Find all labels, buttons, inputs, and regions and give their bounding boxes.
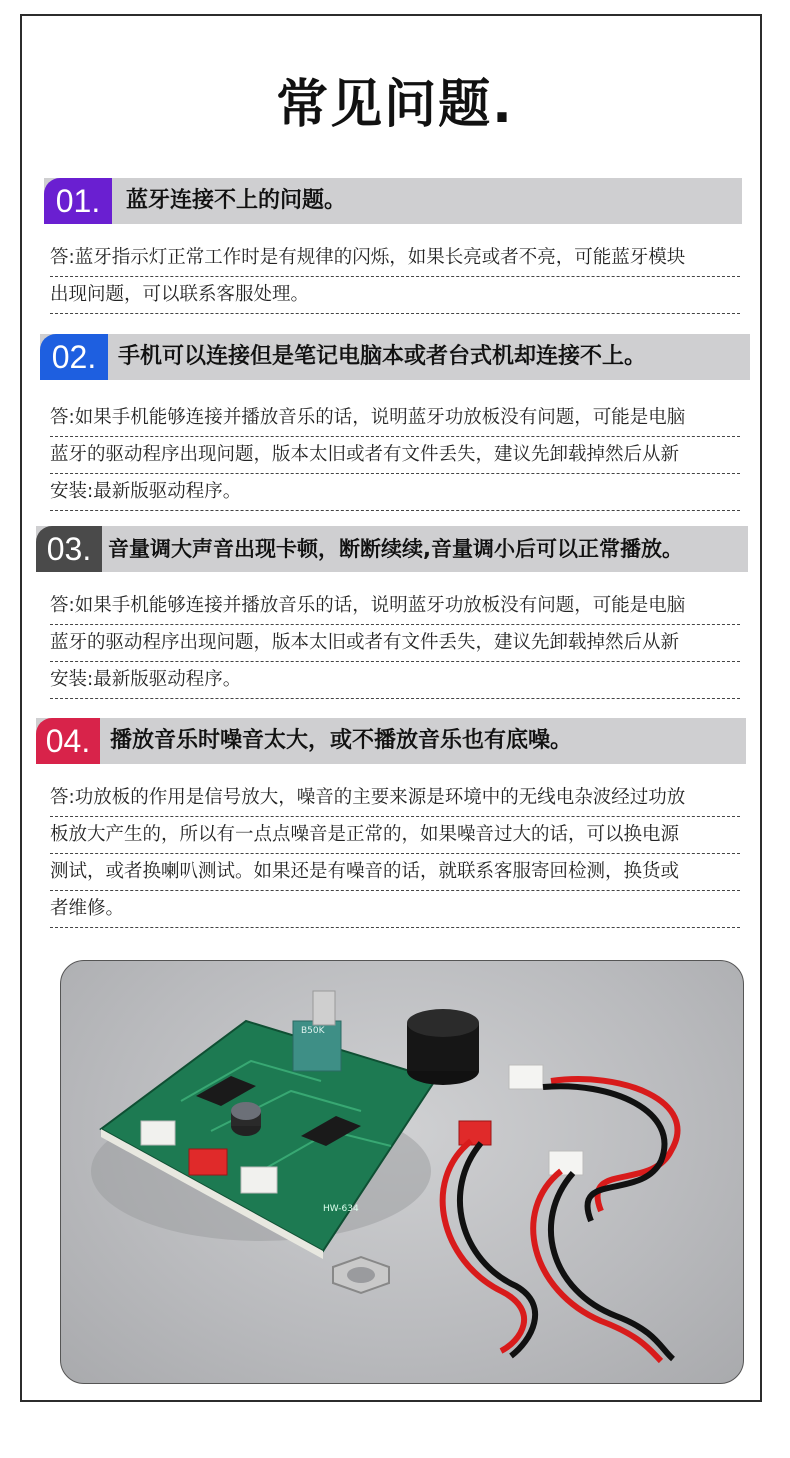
answer-line: 出现问题，可以联系客服处理。 xyxy=(50,277,740,314)
answer-line: 安装:最新版驱动程序。 xyxy=(50,474,740,511)
page-title: 常见问题. xyxy=(276,75,514,135)
answer-line: 安装:最新版驱动程序。 xyxy=(50,662,740,699)
answer-line: 者维修。 xyxy=(50,891,740,928)
answer-line: 答:如果手机能够连接并播放音乐的话，说明蓝牙功放板没有问题，可能是电脑 xyxy=(50,400,740,437)
product-photo xyxy=(60,960,744,1384)
answer-line: 蓝牙的驱动程序出现问题，版本太旧或者有文件丢失，建议先卸载掉然后从新 xyxy=(50,625,740,662)
faq-number-badge-3: 03. xyxy=(36,526,102,572)
answer-line: 蓝牙的驱动程序出现问题，版本太旧或者有文件丢失，建议先卸载掉然后从新 xyxy=(50,437,740,474)
faq-answer-1 xyxy=(50,240,740,314)
board-label: HW-634 xyxy=(323,1204,359,1214)
faq-question-text-2: 手机可以连接但是笔记电脑本或者台式机却连接不上。 xyxy=(118,344,647,369)
answer-line: 答:如果手机能够连接并播放音乐的话，说明蓝牙功放板没有问题，可能是电脑 xyxy=(50,588,740,625)
faq-question-1 xyxy=(44,178,742,224)
faq-question-2 xyxy=(40,334,750,380)
pot-label: B50K xyxy=(301,1026,325,1036)
faq-answer-3 xyxy=(50,588,740,699)
answer-line: 答:功放板的作用是信号放大，噪音的主要来源是环境中的无线电杂波经过功放 xyxy=(50,780,740,817)
faq-number-badge-2: 02. xyxy=(40,334,108,380)
amplifier-board-illustration xyxy=(61,961,743,1383)
answer-line: 测试，或者换喇叭测试。如果还是有噪音的话，就联系客服寄回检测，换货或 xyxy=(50,854,740,891)
faq-number-badge-4: 04. xyxy=(36,718,100,764)
faq-answer-4 xyxy=(50,780,740,928)
faq-question-text-3: 音量调大声音出现卡顿，断断续续,音量调小后可以正常播放。 xyxy=(108,537,683,561)
faq-question-text-1: 蓝牙连接不上的问题。 xyxy=(126,188,347,213)
faq-answer-2 xyxy=(50,400,740,511)
faq-question-text-4: 播放音乐时噪音太大，或不播放音乐也有底噪。 xyxy=(110,728,573,753)
faq-number-badge-1: 01. xyxy=(44,178,112,224)
faq-question-4 xyxy=(36,718,746,764)
faq-question-3 xyxy=(36,526,748,572)
answer-line: 板放大产生的，所以有一点点噪音是正常的，如果噪音过大的话，可以换电源 xyxy=(50,817,740,854)
answer-line: 答:蓝牙指示灯正常工作时是有规律的闪烁，如果长亮或者不亮，可能蓝牙模块 xyxy=(50,240,740,277)
